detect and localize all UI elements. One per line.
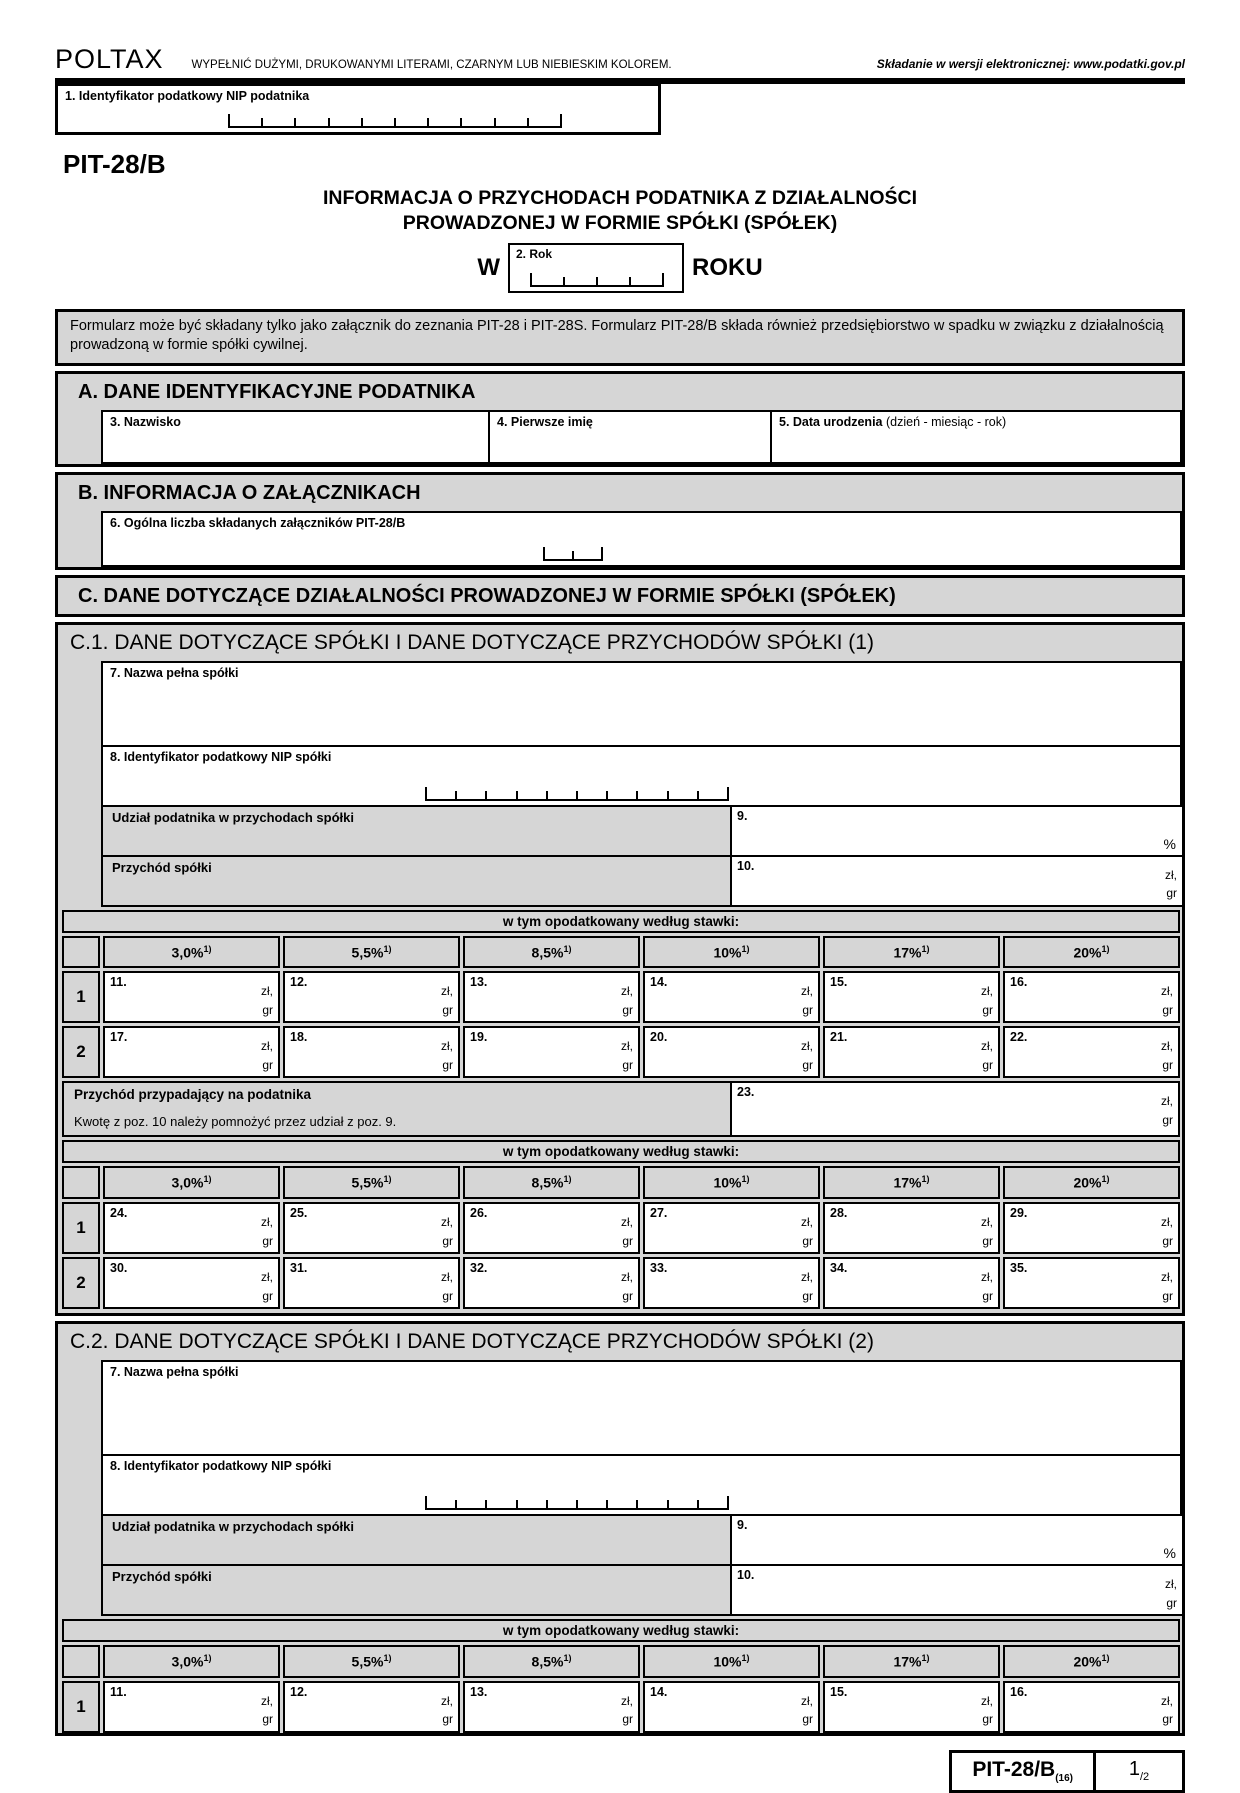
section-c2: [55, 1321, 1185, 1736]
section-c-title: C. DANE DOTYCZĄCE DZIAŁALNOŚCI PROWADZONEJ W FORMIE SPÓŁKI (SPÓŁEK): [78, 584, 896, 607]
cell-number: 18.: [290, 1030, 308, 1045]
amount-cell-18[interactable]: [283, 1026, 460, 1078]
c1-field-8-nip[interactable]: [101, 745, 1182, 807]
cell-number: 19.: [470, 1030, 488, 1045]
rate-header-3-0: 3,0%$^{1)}$: [103, 936, 280, 969]
currency-unit: zł, gr: [1161, 984, 1173, 1018]
cell-number: 17.: [110, 1030, 128, 1045]
currency-unit: zł, gr: [981, 1693, 993, 1727]
year-suffix: ROKU: [691, 253, 763, 281]
field-6-label: 6. Ogólna liczba składanych załączników PIT-28/B: [110, 515, 406, 530]
currency-unit: zł, gr: [981, 1270, 993, 1303]
cell-number: 31.: [290, 1261, 308, 1276]
rate-header-20: 20%$^{1)}$: [1003, 936, 1180, 969]
currency-unit: zł, gr: [1161, 1693, 1173, 1727]
form-code: PIT-28/B: [63, 149, 166, 179]
page-header: [55, 44, 1185, 75]
percent-sign: %: [1163, 1545, 1176, 1562]
c1-wtym-strip-1: w tym opodatkowany według stawki:: [62, 910, 1180, 933]
row-label-2: 2: [62, 1026, 100, 1078]
rate-header-3-0: 3,0%$^{1)}$: [103, 1166, 280, 1199]
c2-udzial-row: [101, 1514, 1182, 1566]
section-a-title: A. DANE IDENTYFIKACYJNE PODATNIKA: [78, 380, 476, 403]
cell-number: 27.: [650, 1206, 668, 1221]
c1-field-7-label: 7. Nazwa pełna spółki: [110, 665, 239, 680]
currency-unit: zł, gr: [1161, 1094, 1173, 1128]
currency-unit: zł, gr: [261, 1693, 273, 1727]
amount-cell-17[interactable]: [103, 1026, 280, 1078]
rate-header-10: 10%$^{1)}$: [643, 1166, 820, 1199]
rate-header-20: 20%$^{1)}$: [1003, 1645, 1180, 1678]
amount-cell-14[interactable]: [643, 971, 820, 1023]
amount-cell-20[interactable]: [643, 1026, 820, 1078]
amount-cell-21[interactable]: [823, 1026, 1000, 1078]
c2-przychod-row: [101, 1564, 1182, 1616]
amount-cell-32[interactable]: [463, 1257, 640, 1309]
currency-unit: zł, gr: [621, 1693, 633, 1727]
cell-number: 11.: [110, 1684, 127, 1699]
c2-table1-row1: [62, 1681, 1180, 1733]
rate-header-8-5: 8,5%$^{1)}$: [463, 1645, 640, 1678]
cell-number: 33.: [650, 1261, 668, 1276]
c2-przychod-label: Przychód spółki: [101, 1564, 732, 1616]
cell-number: 12.: [290, 1684, 308, 1699]
c2-field-8-comb[interactable]: [425, 1496, 729, 1510]
zl-label: zł,: [1165, 867, 1177, 882]
field-1-nip-box[interactable]: [55, 84, 661, 135]
form-title-line1: INFORMACJA O PRZYCHODACH PODATNIKA Z DZIAŁALNOŚCI: [322, 187, 917, 209]
rate-header-17: 17%$^{1)}$: [823, 1166, 1000, 1199]
amount-cell-16[interactable]: [1003, 1681, 1180, 1733]
cell-number: 16.: [1010, 975, 1028, 990]
c1-field-9[interactable]: [732, 805, 1184, 857]
c1-udzial-row: [101, 805, 1182, 857]
c1-field-7-nazwa[interactable]: [101, 661, 1182, 747]
cell-number: 13.: [470, 1684, 488, 1699]
section-c: [55, 575, 1185, 617]
c2-wtym-strip: w tym opodatkowany według stawki:: [62, 1619, 1180, 1642]
amount-cell-11[interactable]: [103, 1681, 280, 1733]
rate-header-5-5: 5,5%$^{1)}$: [283, 936, 460, 969]
c2-field-7-label: 7. Nazwa pełna spółki: [110, 1365, 239, 1380]
cell-number: 16.: [1010, 1684, 1028, 1699]
footer-page-current: 1: [1128, 1757, 1140, 1780]
fill-instruction: WYPEŁNIĆ DUŻYMI, DRUKOWANYMI LITERAMI, CZARNYM LUB NIEBIESKIM KOLOREM.: [191, 59, 672, 71]
rate-header-5-5: 5,5%$^{1)}$: [283, 1645, 460, 1678]
c1-table2-row1: [62, 1202, 1180, 1254]
c1-udzial-label: Udział podatnika w przychodach spółki: [101, 805, 732, 857]
c1-rate-header-2: [62, 1166, 1180, 1199]
currency-unit: zł, gr: [1161, 1039, 1173, 1073]
c1-table1-row1: [62, 971, 1180, 1023]
c1-field-8-label: 8. Identyfikator podatkowy NIP spółki: [110, 749, 332, 764]
field-1-label: 1. Identyfikator podatkowy NIP podatnika: [65, 89, 310, 103]
currency-unit: zł, gr: [621, 1215, 633, 1248]
cell-number: 15.: [830, 1684, 848, 1699]
efiling-note: Składanie w wersji elektronicznej: www.podatki.gov.pl: [876, 57, 1185, 71]
c2-field-8-nip[interactable]: [101, 1454, 1182, 1516]
przypadajacy-title: Przychód przypadający na podatnika: [74, 1087, 312, 1103]
amount-cell-33[interactable]: [643, 1257, 820, 1309]
row-label-spacer: [62, 1166, 100, 1199]
amount-cell-24[interactable]: [103, 1202, 280, 1254]
field-2-year-comb[interactable]: [530, 273, 664, 287]
section-a: [55, 371, 1185, 467]
currency-unit: zł, gr: [621, 984, 633, 1018]
cell-number: 26.: [470, 1206, 488, 1221]
cell-number: 35.: [1010, 1261, 1028, 1276]
amount-cell-25[interactable]: [283, 1202, 460, 1254]
field-6-comb[interactable]: [543, 547, 603, 561]
amount-cell-14[interactable]: [643, 1681, 820, 1733]
filing-notice: Formularz może być składany tylko jako załącznik do zeznania PIT-28 i PIT-28S. Formularz PIT-28/B składa również przedsiębiorstwo w spadku w związku z działalnością prowadzoną w formie spółki cywilnej.: [55, 309, 1185, 366]
rate-header-5-5: 5,5%$^{1)}$: [283, 1166, 460, 1199]
row-label-2: 2: [62, 1257, 100, 1309]
currency-unit: zł, gr: [981, 984, 993, 1018]
amount-cell-16[interactable]: [1003, 971, 1180, 1023]
rate-header-10: 10%$^{1)}$: [643, 1645, 820, 1678]
rate-header-10: 10%$^{1)}$: [643, 936, 820, 969]
amount-cell-34[interactable]: [823, 1257, 1000, 1309]
cell-number: 30.: [110, 1261, 128, 1276]
currency-unit: zł, gr: [801, 984, 813, 1018]
cell-number: 25.: [290, 1206, 308, 1221]
rate-header-20: 20%$^{1)}$: [1003, 1166, 1180, 1199]
c2-field-10-number: 10.: [737, 1568, 755, 1583]
cell-number: 14.: [650, 975, 668, 990]
currency-unit: zł, gr: [1165, 1577, 1177, 1610]
c1-przypadajacy-row: [62, 1081, 1180, 1137]
amount-cell-19[interactable]: [463, 1026, 640, 1078]
cell-number: 15.: [830, 975, 848, 990]
cell-number: 20.: [650, 1030, 668, 1045]
field-5-label: [772, 412, 1180, 432]
currency-unit: zł, gr: [441, 1693, 453, 1727]
cell-number: 29.: [1010, 1206, 1028, 1221]
c2-field-9[interactable]: [732, 1514, 1184, 1566]
form-title-line2: PROWADZONEJ W FORMIE SPÓŁKI (SPÓŁEK): [402, 212, 838, 235]
rate-header-8-5: 8,5%$^{1)}$: [463, 1166, 640, 1199]
rate-header-17: 17%$^{1)}$: [823, 1645, 1000, 1678]
row-label-spacer: [62, 1645, 100, 1678]
c1-field-8-comb[interactable]: [425, 787, 729, 801]
cell-number: 22.: [1010, 1030, 1028, 1045]
field-5-label-main: 5. Data urodzenia: [779, 414, 883, 429]
footer-page-number: [1096, 1750, 1185, 1793]
c2-field-9-number: 9.: [737, 1518, 748, 1533]
c1-table1-row2: [62, 1026, 1180, 1078]
cell-number: 21.: [830, 1030, 848, 1045]
field-5-data-urodzenia[interactable]: [772, 410, 1182, 464]
row-label-1: 1: [62, 971, 100, 1023]
amount-cell-12[interactable]: [283, 1681, 460, 1733]
currency-unit: zł, gr: [621, 1039, 633, 1073]
field-2-year-box[interactable]: [508, 243, 684, 293]
cell-number: 28.: [830, 1206, 848, 1221]
cell-number: 13.: [470, 975, 488, 990]
currency-unit: zł, gr: [801, 1693, 813, 1727]
cell-number: 34.: [830, 1261, 848, 1276]
c1-table2-row2: [62, 1257, 1180, 1309]
section-a-fields: [101, 410, 1182, 464]
c1-wtym-strip-2: w tym opodatkowany według stawki:: [62, 1140, 1180, 1163]
c1-przypadajacy-label: [62, 1081, 732, 1137]
c1-field-9-number: 9.: [737, 808, 748, 823]
field-4-imie[interactable]: [490, 410, 772, 464]
c1-przychod-label: Przychód spółki: [101, 855, 732, 907]
amount-cell-12[interactable]: [283, 971, 460, 1023]
currency-unit: zł, gr: [801, 1270, 813, 1303]
currency-unit: zł, gr: [1161, 1270, 1173, 1303]
footer-version: (16): [1055, 1772, 1073, 1784]
section-c2-title: C.2. DANE DOTYCZĄCE SPÓŁKI I DANE DOTYCZĄCE PRZYCHODÓW SPÓŁKI (2): [70, 1330, 874, 1354]
currency-unit: zł, gr: [621, 1270, 633, 1303]
section-c1: [55, 622, 1185, 1316]
rate-header-8-5: 8,5%$^{1)}$: [463, 936, 640, 969]
footer-page-total: /2: [1139, 1770, 1150, 1783]
amount-cell-15[interactable]: [823, 1681, 1000, 1733]
field-2-label: 2. Rok: [515, 246, 552, 261]
amount-cell-28[interactable]: [823, 1202, 1000, 1254]
currency-unit: zł, gr: [981, 1215, 993, 1248]
currency-unit: zł, gr: [441, 984, 453, 1018]
section-c1-title: C.1. DANE DOTYCZĄCE SPÓŁKI I DANE DOTYCZĄCE PRZYCHODÓW SPÓŁKI (1): [70, 630, 874, 654]
amount-cell-35[interactable]: [1003, 1257, 1180, 1309]
page-footer: [55, 1750, 1185, 1793]
row-label-1: 1: [62, 1681, 100, 1733]
cell-number: 14.: [650, 1684, 668, 1699]
amount-cell-13[interactable]: [463, 971, 640, 1023]
poltax-logo: POLTAX: [55, 44, 164, 74]
c1-field-23[interactable]: [732, 1081, 1180, 1137]
currency-unit: zł, gr: [801, 1039, 813, 1073]
percent-sign: %: [1163, 835, 1176, 852]
field-3-nazwisko[interactable]: [101, 410, 490, 464]
currency-unit: zł, gr: [261, 1039, 273, 1073]
footer-form-code: [949, 1750, 1096, 1793]
c2-field-7-nazwa[interactable]: [101, 1360, 1182, 1456]
amount-cell-27[interactable]: [643, 1202, 820, 1254]
currency-unit: zł, gr: [441, 1039, 453, 1073]
currency-unit: zł, gr: [261, 1215, 273, 1248]
form-title: [55, 186, 1185, 237]
cell-number: 32.: [470, 1261, 488, 1276]
currency-unit: zł, gr: [261, 1270, 273, 1303]
currency-unit: zł, gr: [1161, 1215, 1173, 1248]
przypadajacy-note: Kwotę z poz. 10 należy pomnożyć przez udział z poz. 9.: [74, 1114, 397, 1130]
field-3-label: 3. Nazwisko: [110, 414, 181, 429]
amount-cell-26[interactable]: [463, 1202, 640, 1254]
c2-rate-header: [62, 1645, 1180, 1678]
cell-number: 24.: [110, 1206, 128, 1221]
currency-unit: [1165, 866, 1177, 903]
field-5-label-hint: (dzień - miesiąc - rok): [885, 414, 1007, 429]
c1-field-10-number: 10.: [737, 858, 755, 873]
c2-field-10[interactable]: [732, 1564, 1184, 1616]
section-b-title: B. INFORMACJA O ZAŁĄCZNIKACH: [78, 481, 421, 504]
amount-cell-15[interactable]: [823, 971, 1000, 1023]
row-label-spacer: [62, 936, 100, 969]
section-b: [55, 472, 1185, 570]
c1-przychod-row: [101, 855, 1182, 907]
amount-cell-30[interactable]: [103, 1257, 280, 1309]
c2-field-8-label: 8. Identyfikator podatkowy NIP spółki: [110, 1459, 332, 1474]
year-row: [55, 243, 1185, 293]
row-label-1: 1: [62, 1202, 100, 1254]
footer-code-text: PIT-28/B: [972, 1757, 1056, 1781]
gr-label: gr: [1166, 886, 1177, 901]
rate-header-3-0: 3,0%$^{1)}$: [103, 1645, 280, 1678]
currency-unit: zł, gr: [441, 1215, 453, 1248]
currency-unit: zł, gr: [801, 1215, 813, 1248]
amount-cell-13[interactable]: [463, 1681, 640, 1733]
c2-udzial-label: Udział podatnika w przychodach spółki: [101, 1514, 732, 1566]
cell-number: 12.: [290, 975, 308, 990]
c1-field-23-number: 23.: [737, 1085, 755, 1100]
amount-cell-11[interactable]: [103, 971, 280, 1023]
year-prefix: W: [477, 253, 500, 281]
field-4-label: 4. Pierwsze imię: [497, 414, 593, 429]
cell-number: 11.: [110, 975, 127, 990]
currency-unit: zł, gr: [261, 984, 273, 1018]
amount-cell-29[interactable]: [1003, 1202, 1180, 1254]
field-1-nip-comb[interactable]: [228, 114, 562, 128]
currency-unit: zł, gr: [981, 1039, 993, 1073]
amount-cell-31[interactable]: [283, 1257, 460, 1309]
c1-field-10[interactable]: [732, 855, 1184, 907]
c1-rate-header-1: [62, 936, 1180, 969]
field-6-attachments[interactable]: [101, 511, 1182, 567]
rate-header-17: 17%$^{1)}$: [823, 936, 1000, 969]
currency-unit: zł, gr: [441, 1270, 453, 1303]
amount-cell-22[interactable]: [1003, 1026, 1180, 1078]
